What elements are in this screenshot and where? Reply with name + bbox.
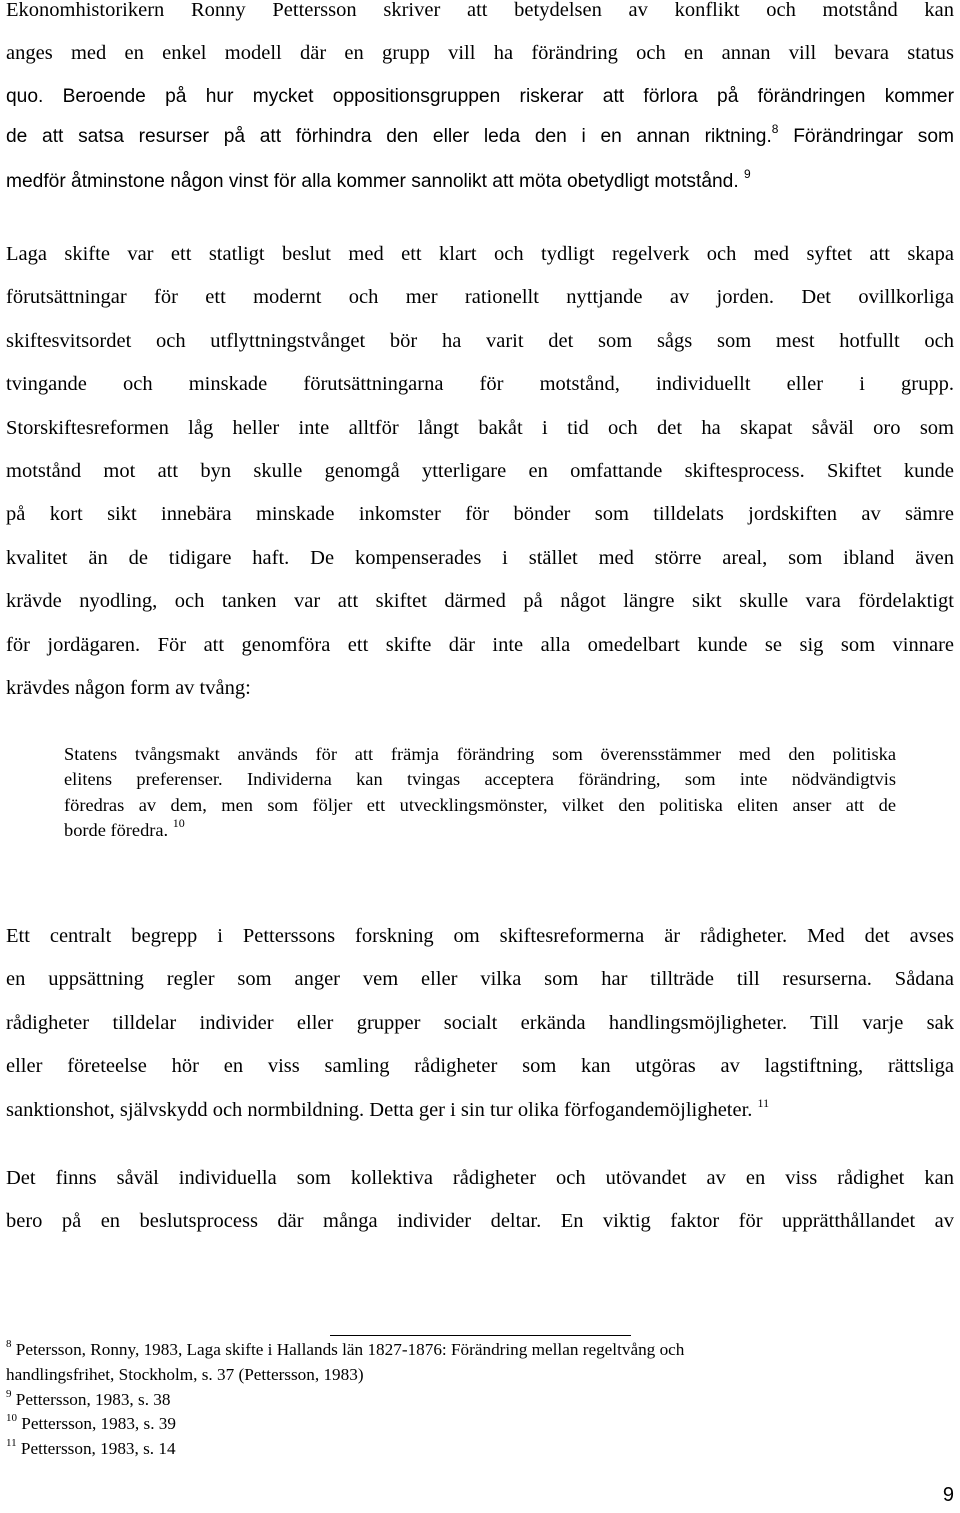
footnote-11 bbox=[6, 1438, 866, 1463]
text-line: en uppsättning regler som anger vem eller vilka som har tillträde till resurserna. Sådana bbox=[6, 968, 954, 991]
text-line: motstånd mot att byn skulle genomgå ytterligare en omfattande skiftesprocess. Skiftet kunde bbox=[6, 459, 954, 482]
text-line: på kort sikt innebära minskade inkomster för bönder som tilldelats jordskiften av sämre bbox=[6, 503, 954, 526]
text-segment: Förändringar som bbox=[793, 126, 954, 147]
text-line: kvalitet än de tidigare haft. De kompenserades i stället med större areal, som ibland även bbox=[6, 546, 954, 569]
footnote-8-continued: handlingsfrihet, Stockholm, s. 37 (Pettersson, 1983) bbox=[6, 1364, 364, 1384]
footnote-number: 9 bbox=[6, 1387, 12, 1400]
footnote-ref: 8 bbox=[771, 122, 779, 136]
text-line: förutsättningar för ett modernt och mer rationellt nyttjande av jorden. Det ovillkorliga bbox=[6, 286, 954, 309]
footnote-9 bbox=[6, 1389, 866, 1414]
footnote-text: Pettersson, 1983, s. 38 bbox=[15, 1389, 171, 1409]
footnote-number: 11 bbox=[6, 1437, 17, 1450]
text-line: krävdes någon form av tvång: bbox=[6, 676, 251, 699]
text-line: tvingande och minskade förutsättningarna för motstånd, individuellt eller i grupp. bbox=[6, 373, 954, 396]
paragraph-1 bbox=[6, 0, 954, 80]
text-segment: sanktionshot, självskydd och normbildning. Detta ger i sin tur olika förfogandemöjligheter. bbox=[6, 1098, 753, 1121]
paragraph-3 bbox=[6, 236, 954, 713]
paragraph-2 bbox=[6, 80, 954, 204]
footnote-text: Petersson, Ronny, 1983, Laga skifte i Hallands län 1827-1876: Förändring mellan regeltvång och bbox=[15, 1340, 685, 1359]
text-line: för jordägaren. För att genomföra ett skifte där inte alla omedelbart kunde se sig som vinnare bbox=[6, 633, 954, 656]
text-line bbox=[6, 160, 954, 204]
text-line: Ekonomhistorikern Ronny Pettersson skriver att betydelsen av konflikt och motstånd kan bbox=[6, 0, 954, 21]
footnotes bbox=[6, 1339, 866, 1463]
page-number: 9 bbox=[942, 1484, 954, 1506]
paragraph-5 bbox=[6, 1160, 954, 1247]
text-line: quo. Beroende på hur mycket oppositionsgruppen riskerar att förlora på förändringen kommer bbox=[6, 86, 954, 107]
footnote-10 bbox=[6, 1413, 866, 1438]
quote-line bbox=[64, 819, 896, 844]
quote-line: Statens tvångsmakt används för att främja förändring som överensstämmer med den politiska bbox=[64, 744, 896, 764]
text-line: eller företeelse hör en viss samling rådigheter som kan utgöras av lagstiftning, rättsliga bbox=[6, 1055, 954, 1078]
footnote-text: Pettersson, 1983, s. 39 bbox=[21, 1414, 176, 1434]
footnote-text: Pettersson, 1983, s. 14 bbox=[20, 1439, 176, 1459]
text-segment: borde föredra. bbox=[64, 819, 169, 840]
text-segment: de att satsa resurser på att förhindra den eller leda den i en annan riktning. bbox=[6, 126, 772, 147]
text-line: Storskiftesreformen låg heller inte alltför långt bakåt i tid och det ha skapat såväl oro som bbox=[6, 416, 954, 439]
text-line: krävde nyodling, och tanken var att skiftet därmed på något längre sikt skulle vara fördelaktigt bbox=[6, 590, 954, 613]
text-line: Ett centralt begrepp i Petterssons forskning om skiftesreformerna är rådigheter. Med det avses bbox=[6, 925, 954, 947]
text-line: Det finns såväl individuella som kollektiva rådigheter och utövandet av en viss rådighet kan bbox=[6, 1167, 954, 1189]
footnote-number: 10 bbox=[6, 1412, 17, 1425]
text-line: skiftesvitsordet och utflyttningstvånget bör ha varit det som sågs som mest hotfullt och bbox=[6, 329, 954, 352]
text-line bbox=[6, 1092, 954, 1135]
block-quote bbox=[64, 743, 896, 844]
footnote-ref: 9 bbox=[744, 167, 751, 181]
footnote-ref: 10 bbox=[172, 818, 185, 830]
footnote-separator bbox=[330, 1335, 631, 1336]
text-line: anges med en enkel modell där en grupp vill ha förändring och en annan vill bevara status bbox=[6, 41, 954, 64]
paragraph-4 bbox=[6, 918, 954, 1135]
quote-line: elitens preferenser. Individerna kan tvingas acceptera förändring, som inte nödvändigtvis bbox=[64, 769, 896, 790]
text-line: rådigheter tilldelar individer eller grupper socialt erkända handlingsmöjligheter. Till varje sak bbox=[6, 1011, 954, 1034]
text-line: Laga skifte var ett statligt beslut med ett klart och tydligt regelverk och med syftet att skapa bbox=[6, 243, 954, 265]
text-line bbox=[6, 114, 954, 160]
footnote-number: 8 bbox=[6, 1338, 12, 1350]
text-line: bero på en beslutsprocess där många individer deltar. En viktig faktor för upprätthållandet av bbox=[6, 1210, 954, 1233]
footnote-8 bbox=[6, 1339, 866, 1364]
quote-line: föredras av dem, men som följer ett utvecklingsmönster, vilket den politiska eliten anser att de bbox=[64, 794, 896, 815]
footnote-ref: 11 bbox=[757, 1095, 770, 1110]
text-segment: medför åtminstone någon vinst för alla kommer sannolikt att möta obetydligt motstånd. bbox=[6, 171, 739, 192]
